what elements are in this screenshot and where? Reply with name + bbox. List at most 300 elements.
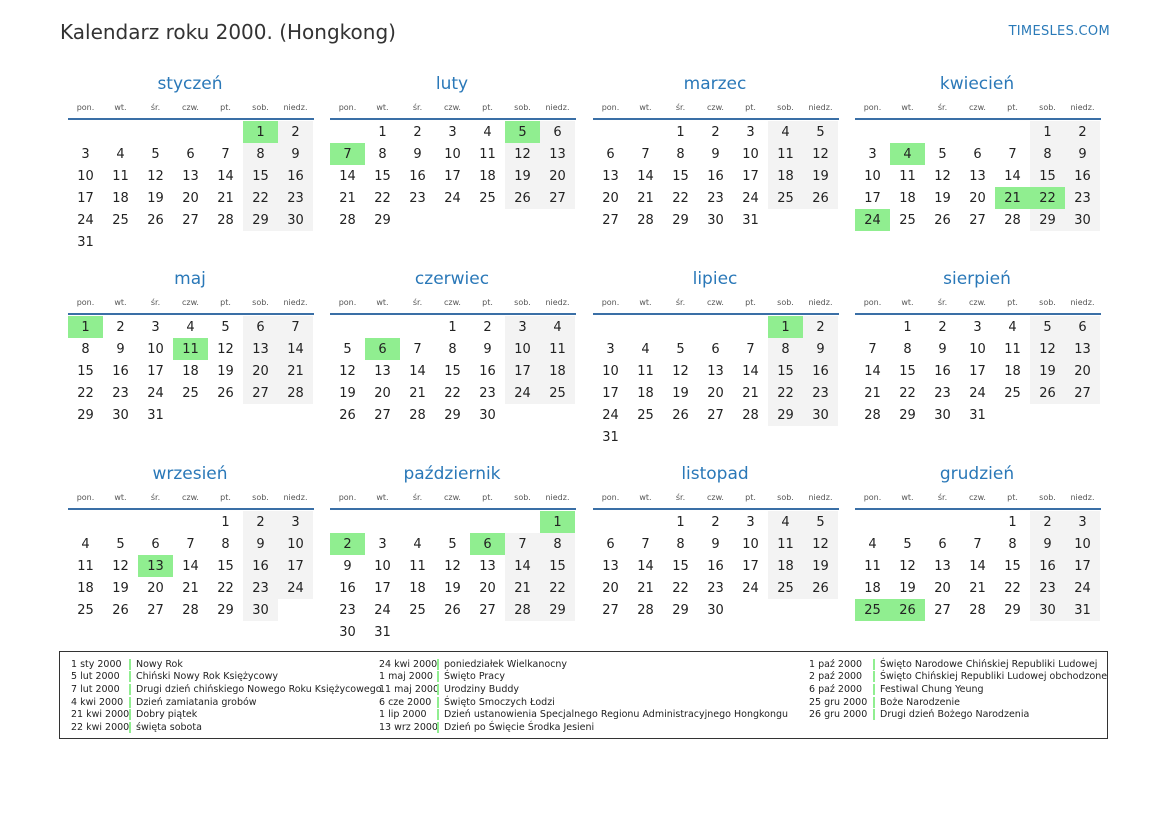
legend-item — [809, 696, 1107, 709]
weekday-label: czw. — [182, 102, 199, 112]
empty-cell — [435, 511, 470, 533]
day-cell: 24 — [374, 602, 391, 618]
weekday-label: sob. — [514, 102, 531, 112]
weekday-label: niedz. — [283, 297, 308, 307]
month-7 — [593, 267, 839, 448]
empty-cell — [330, 316, 365, 338]
weekday-label: pt. — [1007, 102, 1018, 112]
empty-cell — [68, 121, 103, 143]
day-cell: 12 — [147, 168, 164, 184]
empty-cell — [593, 316, 628, 338]
weekday-header — [330, 291, 576, 315]
weekday-label: sob. — [777, 297, 794, 307]
weekday-label: śr. — [412, 297, 423, 307]
legend-holiday-name: Drugi dzień chińskiego Nowego Roku Księżycowego — [129, 684, 382, 695]
day-cell: 11 — [768, 533, 803, 555]
legend-date: 26 gru 2000 — [809, 709, 868, 721]
empty-cell — [505, 209, 540, 231]
legend-item — [379, 671, 788, 684]
day-cell: 16 — [339, 580, 356, 596]
day-cell: 6 — [1065, 316, 1100, 338]
day-grid — [855, 316, 1101, 426]
day-cell: 25 — [768, 187, 803, 209]
day-cell: 18 — [1004, 363, 1021, 379]
day-cell: 9 — [1030, 533, 1065, 555]
day-cell: 30 — [112, 407, 129, 423]
legend-item — [809, 683, 1107, 696]
day-cell: 23 — [278, 187, 313, 209]
day-cell: 7 — [641, 536, 650, 552]
day-cell: 9 — [711, 146, 720, 162]
day-cell: 25 — [855, 599, 890, 621]
day-grid — [593, 511, 839, 621]
day-cell: 9 — [938, 341, 947, 357]
month-name: lipiec — [692, 269, 738, 289]
legend-column-3 — [809, 658, 1107, 721]
empty-cell — [278, 404, 313, 426]
month-name: grudzień — [939, 464, 1015, 484]
day-cell: 12 — [803, 533, 838, 555]
day-cell: 13 — [1065, 338, 1100, 360]
day-cell: 3 — [1065, 511, 1100, 533]
day-cell: 16 — [1065, 165, 1100, 187]
day-cell: 6 — [186, 146, 195, 162]
day-cell: 11 — [768, 143, 803, 165]
day-cell: 17 — [147, 363, 164, 379]
weekday-label: śr. — [412, 492, 423, 502]
day-cell: 5 — [221, 319, 230, 335]
day-cell: 21 — [864, 385, 881, 401]
day-cell: 6 — [365, 338, 400, 360]
day-cell: 5 — [116, 536, 125, 552]
empty-cell — [803, 209, 838, 231]
empty-cell — [278, 231, 313, 253]
legend-holiday-name: Drugi dzień Bożego Narodzenia — [873, 709, 1029, 720]
legend-holiday-name: Dzień po Święcie Środka Jesieni — [437, 722, 594, 733]
day-cell: 29 — [77, 407, 94, 423]
day-cell: 26 — [803, 187, 838, 209]
day-cell: 30 — [243, 599, 278, 621]
day-cell: 23 — [707, 580, 724, 596]
day-cell: 9 — [278, 143, 313, 165]
day-cell: 22 — [540, 577, 575, 599]
day-cell: 24 — [602, 407, 619, 423]
day-cell: 18 — [182, 363, 199, 379]
month-4 — [855, 72, 1101, 231]
day-cell: 3 — [868, 146, 877, 162]
empty-cell — [855, 121, 890, 143]
day-cell: 14 — [505, 555, 540, 577]
day-cell: 24 — [147, 385, 164, 401]
empty-cell — [698, 426, 733, 448]
day-cell: 20 — [602, 190, 619, 206]
month-3 — [593, 72, 839, 231]
day-cell: 31 — [1065, 599, 1100, 621]
weekday-label: niedz. — [545, 492, 570, 502]
weekday-header — [855, 486, 1101, 510]
day-grid — [330, 316, 576, 426]
day-cell: 30 — [339, 624, 356, 640]
legend-date: 1 maj 2000 — [379, 671, 433, 683]
day-cell: 2 — [278, 121, 313, 143]
day-cell: 31 — [374, 624, 391, 640]
weekday-label: niedz. — [808, 297, 833, 307]
day-cell: 18 — [899, 190, 916, 206]
day-cell: 28 — [742, 407, 759, 423]
day-cell: 14 — [742, 363, 759, 379]
day-cell: 29 — [1030, 209, 1065, 231]
empty-cell — [505, 621, 540, 643]
holiday-legend — [59, 651, 1108, 739]
day-cell: 15 — [768, 360, 803, 382]
day-cell: 4 — [116, 146, 125, 162]
day-cell: 17 — [1065, 555, 1100, 577]
day-cell: 28 — [182, 602, 199, 618]
weekday-label: wt. — [114, 102, 127, 112]
weekday-label: śr. — [675, 297, 686, 307]
empty-cell — [435, 621, 470, 643]
legend-holiday-name: poniedziałek Wielkanocny — [437, 659, 567, 670]
day-cell: 8 — [243, 143, 278, 165]
day-cell: 14 — [217, 168, 234, 184]
day-cell: 15 — [77, 363, 94, 379]
empty-cell — [663, 316, 698, 338]
weekday-label: pon. — [863, 297, 882, 307]
day-cell: 19 — [112, 580, 129, 596]
day-cell: 6 — [606, 146, 615, 162]
empty-cell — [733, 426, 768, 448]
weekday-label: niedz. — [283, 492, 308, 502]
day-cell: 30 — [934, 407, 951, 423]
weekday-label: wt. — [901, 492, 914, 502]
legend-date: 21 kwi 2000 — [71, 709, 130, 721]
brand-link[interactable]: TIMESLES.COM — [1008, 24, 1110, 39]
day-cell: 7 — [330, 143, 365, 165]
day-cell: 4 — [1008, 319, 1017, 335]
day-cell: 4 — [890, 143, 925, 165]
day-cell: 10 — [77, 168, 94, 184]
month-name: kwiecień — [939, 74, 1015, 94]
day-cell: 19 — [934, 190, 951, 206]
weekday-label: pon. — [338, 297, 357, 307]
day-cell: 7 — [1008, 146, 1017, 162]
empty-cell — [628, 316, 663, 338]
day-cell: 11 — [899, 168, 916, 184]
day-cell: 25 — [1004, 385, 1021, 401]
legend-holiday-name: Święto Chińskiej Republiki Ludowej obchodzone — [873, 671, 1107, 682]
day-cell: 6 — [938, 536, 947, 552]
day-cell: 16 — [243, 555, 278, 577]
day-cell: 22 — [444, 385, 461, 401]
day-cell: 18 — [768, 165, 803, 187]
weekday-label: wt. — [114, 297, 127, 307]
day-grid — [68, 316, 314, 426]
day-cell: 3 — [378, 536, 387, 552]
legend-date: 6 cze 2000 — [379, 696, 432, 708]
day-cell: 29 — [540, 599, 575, 621]
empty-cell — [855, 316, 890, 338]
day-cell: 8 — [378, 146, 387, 162]
month-name: sierpień — [943, 269, 1011, 289]
day-cell: 27 — [969, 212, 986, 228]
day-cell: 26 — [890, 599, 925, 621]
day-cell: 10 — [505, 338, 540, 360]
day-cell: 11 — [77, 558, 94, 574]
empty-cell — [278, 599, 313, 621]
weekday-label: wt. — [376, 102, 389, 112]
day-cell: 24 — [1065, 577, 1100, 599]
day-cell: 1 — [448, 319, 457, 335]
day-cell: 22 — [77, 385, 94, 401]
weekday-label: sob. — [514, 492, 531, 502]
weekday-label: niedz. — [283, 102, 308, 112]
empty-cell — [173, 121, 208, 143]
day-cell: 17 — [505, 360, 540, 382]
day-cell: 13 — [138, 555, 173, 577]
day-cell: 3 — [606, 341, 615, 357]
weekday-label: pt. — [745, 102, 756, 112]
day-cell: 5 — [505, 121, 540, 143]
weekday-label: pt. — [482, 297, 493, 307]
day-cell: 3 — [81, 146, 90, 162]
day-cell: 23 — [339, 602, 356, 618]
month-name: czerwiec — [414, 269, 490, 289]
day-cell: 2 — [803, 316, 838, 338]
day-cell: 7 — [641, 146, 650, 162]
weekday-label: sob. — [514, 297, 531, 307]
day-cell: 19 — [217, 363, 234, 379]
empty-cell — [103, 231, 138, 253]
day-cell: 16 — [934, 363, 951, 379]
weekday-label: czw. — [707, 102, 724, 112]
day-cell: 20 — [182, 190, 199, 206]
day-cell: 7 — [221, 146, 230, 162]
weekday-label: pt. — [745, 297, 756, 307]
legend-date: 13 wrz 2000 — [379, 721, 438, 733]
day-cell: 10 — [278, 533, 313, 555]
weekday-label: pon. — [338, 102, 357, 112]
empty-cell — [103, 121, 138, 143]
day-cell: 7 — [505, 533, 540, 555]
day-cell: 1 — [378, 124, 387, 140]
day-cell: 28 — [278, 382, 313, 404]
day-cell: 20 — [479, 580, 496, 596]
legend-holiday-name: Dzień zamiatania grobów — [129, 697, 257, 708]
empty-cell — [768, 599, 803, 621]
day-cell: 23 — [707, 190, 724, 206]
day-cell: 7 — [746, 341, 755, 357]
day-cell: 28 — [339, 212, 356, 228]
empty-cell — [628, 511, 663, 533]
day-cell: 16 — [1030, 555, 1065, 577]
day-cell: 1 — [243, 121, 278, 143]
day-cell: 21 — [995, 187, 1030, 209]
day-cell: 26 — [444, 602, 461, 618]
day-cell: 21 — [637, 580, 654, 596]
legend-holiday-name: Boże Narodzenie — [873, 697, 960, 708]
day-cell: 24 — [742, 580, 759, 596]
legend-item — [379, 708, 788, 721]
day-grid — [593, 121, 839, 231]
day-cell: 25 — [637, 407, 654, 423]
empty-cell — [505, 404, 540, 426]
day-cell: 10 — [864, 168, 881, 184]
weekday-header — [330, 486, 576, 510]
day-cell: 2 — [243, 511, 278, 533]
day-cell: 22 — [768, 382, 803, 404]
day-cell: 9 — [803, 338, 838, 360]
day-cell: 29 — [1004, 602, 1021, 618]
day-cell: 20 — [969, 190, 986, 206]
day-cell: 19 — [803, 165, 838, 187]
day-cell: 2 — [1065, 121, 1100, 143]
day-cell: 30 — [707, 602, 724, 618]
day-cell: 9 — [243, 533, 278, 555]
day-cell: 13 — [969, 168, 986, 184]
day-cell: 15 — [243, 165, 278, 187]
legend-date: 22 kwi 2000 — [71, 721, 130, 733]
weekday-header — [593, 486, 839, 510]
weekday-label: pt. — [482, 492, 493, 502]
legend-holiday-name: święta sobota — [129, 722, 202, 733]
day-cell: 23 — [1030, 577, 1065, 599]
month-name: październik — [403, 464, 501, 484]
legend-holiday-name: Chiński Nowy Rok Księżycowy — [129, 671, 278, 682]
day-cell: 25 — [479, 190, 496, 206]
legend-date: 1 sty 2000 — [71, 658, 122, 670]
day-cell: 17 — [969, 363, 986, 379]
day-cell: 26 — [147, 212, 164, 228]
month-5 — [68, 267, 314, 426]
weekday-header — [330, 96, 576, 120]
day-cell: 28 — [1004, 212, 1021, 228]
day-cell: 15 — [540, 555, 575, 577]
empty-cell — [593, 511, 628, 533]
month-6 — [330, 267, 576, 426]
day-cell: 6 — [711, 341, 720, 357]
day-cell: 19 — [444, 580, 461, 596]
day-cell: 13 — [374, 363, 391, 379]
day-cell: 26 — [934, 212, 951, 228]
weekday-label: pon. — [601, 102, 620, 112]
day-cell: 31 — [969, 407, 986, 423]
legend-item — [379, 696, 788, 709]
empty-cell — [365, 511, 400, 533]
day-cell: 27 — [182, 212, 199, 228]
weekday-label: czw. — [444, 102, 461, 112]
day-cell: 13 — [707, 363, 724, 379]
day-cell: 27 — [147, 602, 164, 618]
legend-item — [71, 696, 382, 709]
day-cell: 15 — [672, 168, 689, 184]
day-cell: 3 — [746, 514, 755, 530]
day-cell: 31 — [147, 407, 164, 423]
day-cell: 28 — [637, 212, 654, 228]
day-cell: 30 — [278, 209, 313, 231]
day-grid — [855, 121, 1101, 231]
day-cell: 14 — [409, 363, 426, 379]
weekday-label: niedz. — [545, 102, 570, 112]
day-cell: 26 — [672, 407, 689, 423]
day-cell: 9 — [343, 558, 352, 574]
day-cell: 17 — [444, 168, 461, 184]
day-cell: 12 — [444, 558, 461, 574]
day-cell: 25 — [112, 212, 129, 228]
weekday-label: wt. — [114, 492, 127, 502]
day-cell: 7 — [278, 316, 313, 338]
day-cell: 16 — [707, 558, 724, 574]
day-cell: 26 — [339, 407, 356, 423]
day-cell: 20 — [1065, 360, 1100, 382]
day-cell: 25 — [77, 602, 94, 618]
day-cell: 27 — [243, 382, 278, 404]
day-cell: 6 — [973, 146, 982, 162]
weekday-label: pt. — [1007, 297, 1018, 307]
day-cell: 17 — [278, 555, 313, 577]
day-cell: 12 — [112, 558, 129, 574]
weekday-label: wt. — [639, 492, 652, 502]
day-cell: 4 — [641, 341, 650, 357]
weekday-label: pon. — [863, 492, 882, 502]
legend-holiday-name: Dobry piątek — [129, 709, 197, 720]
day-cell: 17 — [374, 580, 391, 596]
day-cell: 26 — [1030, 382, 1065, 404]
day-cell: 4 — [868, 536, 877, 552]
day-cell: 2 — [938, 319, 947, 335]
empty-cell — [208, 121, 243, 143]
legend-date: 24 kwi 2000 — [379, 658, 438, 670]
weekday-label: śr. — [937, 102, 948, 112]
weekday-label: pon. — [76, 492, 95, 502]
weekday-label: pon. — [601, 492, 620, 502]
day-cell: 2 — [711, 124, 720, 140]
weekday-label: niedz. — [1070, 492, 1095, 502]
day-cell: 15 — [444, 363, 461, 379]
day-cell: 28 — [217, 212, 234, 228]
empty-cell — [663, 426, 698, 448]
day-cell: 5 — [803, 121, 838, 143]
day-cell: 21 — [339, 190, 356, 206]
day-cell: 14 — [864, 363, 881, 379]
legend-item — [71, 721, 382, 734]
day-cell: 20 — [540, 165, 575, 187]
weekday-label: pon. — [76, 102, 95, 112]
day-cell: 3 — [746, 124, 755, 140]
day-cell: 19 — [803, 555, 838, 577]
day-cell: 22 — [374, 190, 391, 206]
empty-cell — [243, 404, 278, 426]
weekday-label: śr. — [150, 297, 161, 307]
month-name: listopad — [681, 464, 749, 484]
weekday-label: sob. — [1039, 492, 1056, 502]
day-cell: 9 — [413, 146, 422, 162]
legend-item — [809, 658, 1107, 671]
empty-cell — [995, 404, 1030, 426]
day-cell: 27 — [479, 602, 496, 618]
empty-cell — [470, 511, 505, 533]
day-cell: 8 — [903, 341, 912, 357]
month-2 — [330, 72, 576, 231]
legend-item — [71, 658, 382, 671]
day-cell: 2 — [483, 319, 492, 335]
day-cell: 18 — [479, 168, 496, 184]
day-cell: 20 — [374, 385, 391, 401]
legend-date: 25 gru 2000 — [809, 696, 868, 708]
day-cell: 14 — [637, 558, 654, 574]
day-cell: 5 — [676, 341, 685, 357]
day-cell: 12 — [1030, 338, 1065, 360]
day-cell: 25 — [182, 385, 199, 401]
